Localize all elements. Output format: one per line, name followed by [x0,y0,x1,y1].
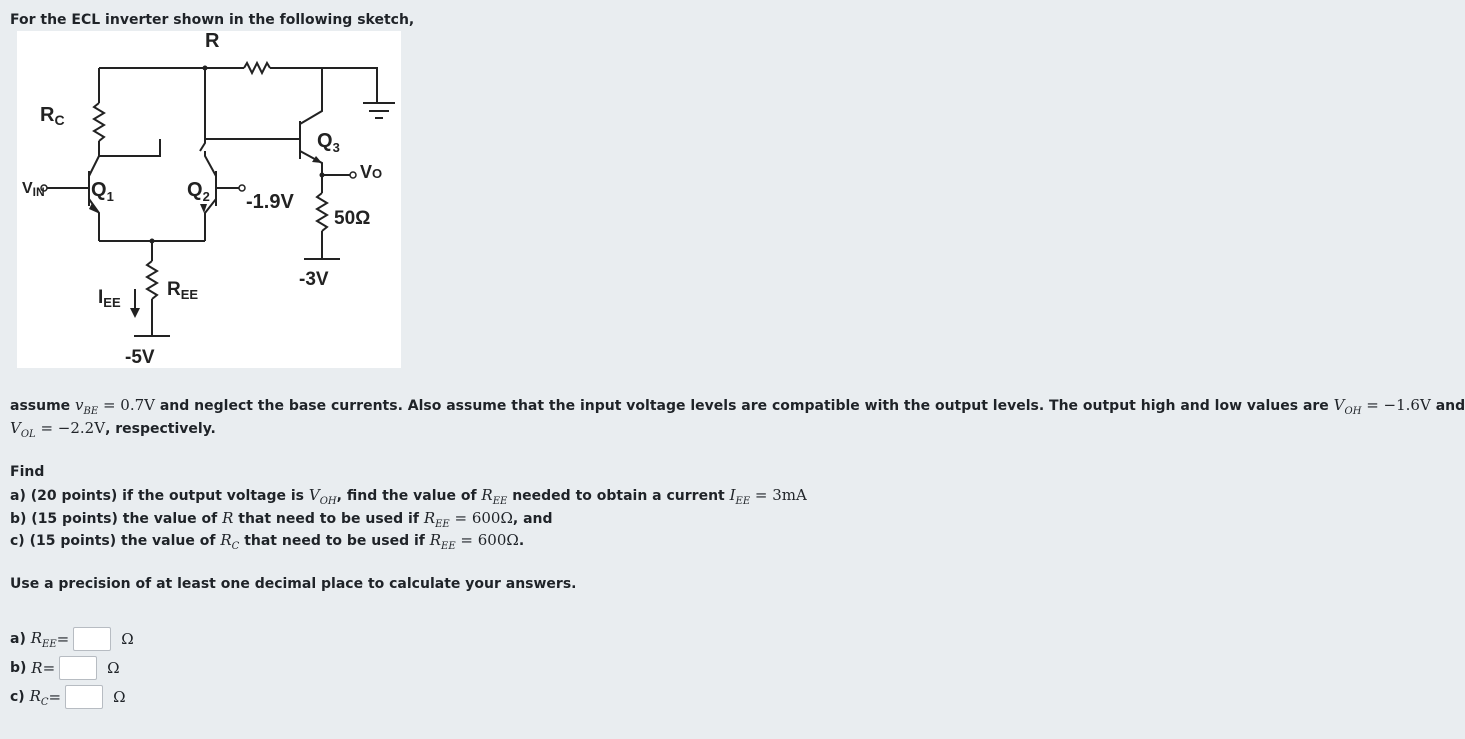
ohm-unit: Ω [107,659,120,677]
rc-answer-input[interactable] [65,685,103,709]
vin-label: VIN [22,180,45,199]
ree-answer-input[interactable] [73,627,111,651]
r-answer-input[interactable] [59,656,97,680]
vol-var: $V_{OL}$ [10,419,36,440]
vo-terminal [350,172,356,178]
neg5v-label: -5V [125,347,155,368]
question-b: b) (15 points) the value of R that need to be used if $R_{EE} = 600\Omega$, and [10,509,553,530]
question-a: a) (20 points) if the output voltage is $V_{OH}$, find the value of $R_{EE}$ needed to obtain a current $I_{EE} = 3mA$ [10,486,807,507]
iee-label: $I_{EE}$ [98,287,121,310]
ree-resistor [147,261,157,299]
find-title: Find [10,464,45,480]
assumptions-line-1: assume $v_{BE} = 0.7V$ and neglect the base currents. Also assume that the input voltage levels are compatible with the output levels. The output high and low values are $V_{OH} = -1.6V$ and [10,396,1465,417]
ref-voltage-label: -1.9V [246,191,294,213]
ecl-inverter-sketch [17,31,401,368]
q1-label: $Q_1$ [91,179,114,204]
rc-resistor [94,103,104,141]
ohm-unit: Ω [121,630,134,648]
r-resistor [244,63,270,73]
ref-terminal [239,185,245,191]
assumptions-line-2: $V_{OL} = -2.2V$, respectively. [10,419,216,440]
q3-label: $Q_3$ [317,130,340,155]
ohm-unit: Ω [113,688,126,706]
ground-symbol [363,103,395,118]
answer-row-c: c) $R_C$ = Ω [10,686,126,708]
vbe-var: $v_{BE}$ [75,396,99,417]
precision-note: Use a precision of at least one decimal place to calculate your answers. [10,576,577,592]
r50-label: 50Ω [334,208,371,229]
vo-label: VO [360,162,383,182]
r-label: R [205,30,220,52]
neg3v-label: -3V [299,269,329,290]
ree-label: $R_{EE}$ [167,279,199,302]
answer-row-b: b) R = Ω [10,655,120,681]
r50-resistor [317,193,327,231]
question-c: c) (15 points) the value of $R_C$ that need to be used if $R_{EE} = 600\Omega$. [10,531,525,552]
intro-text: For the ECL inverter shown in the following sketch, [10,12,415,28]
answer-row-a: a) $R_{EE}$ = Ω [10,628,134,650]
q2-label: $Q_2$ [187,179,210,204]
iee-arrow [130,308,140,318]
top-rail-wire-right [270,68,377,103]
voh-var: $V_{OH}$ [1333,396,1362,417]
rc-label: $R_C$ [40,104,65,128]
